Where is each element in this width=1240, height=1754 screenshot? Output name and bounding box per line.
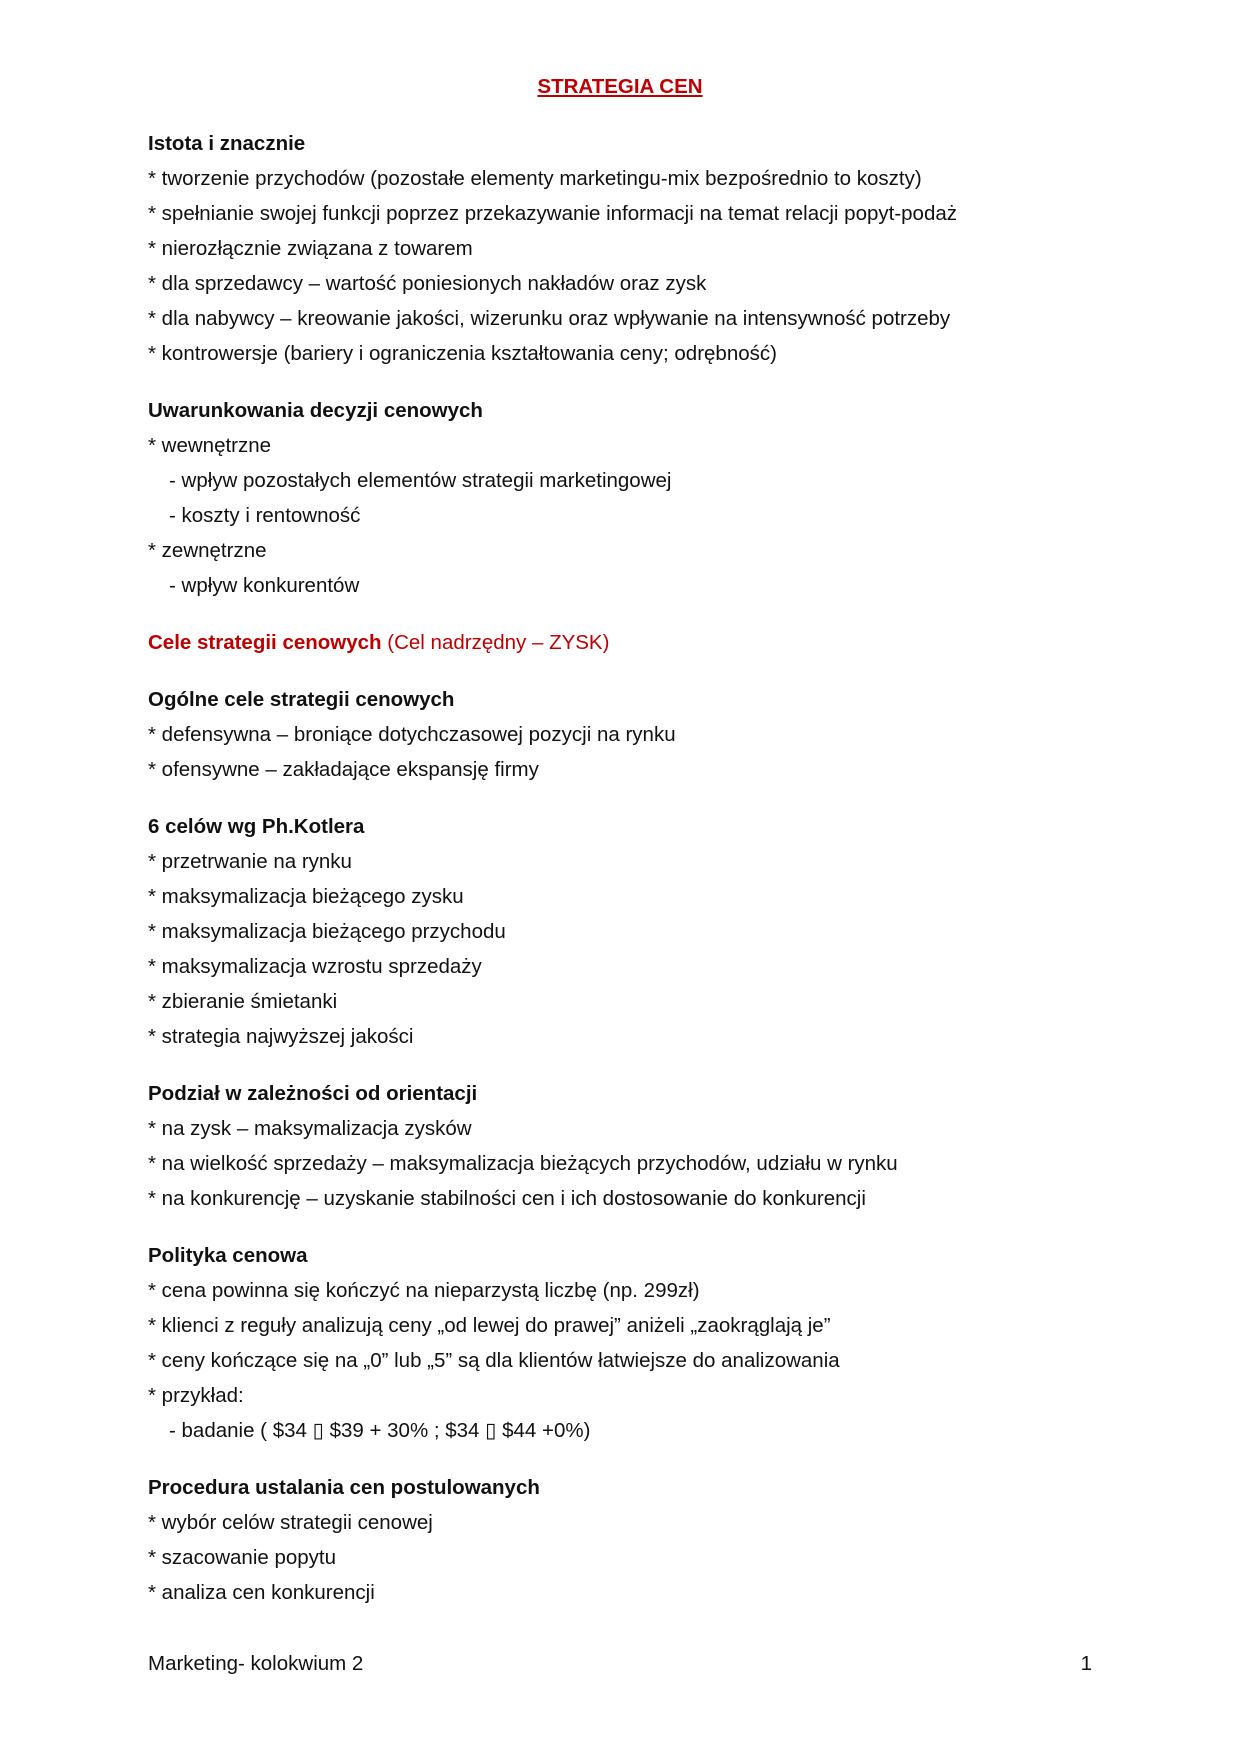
list-item: * klienci z reguły analizują ceny „od lewej do prawej” aniżeli „zaokrąglają je” bbox=[148, 1314, 831, 1337]
section bbox=[148, 809, 1108, 1054]
list-item: * maksymalizacja bieżącego zysku bbox=[148, 885, 464, 908]
section bbox=[148, 1076, 1108, 1216]
section-heading-note: (Cel nadrzędny – ZYSK) bbox=[381, 631, 610, 654]
list-item: * zewnętrzne bbox=[148, 539, 267, 562]
list-item: * ceny kończące się na „0” lub „5” są dla klientów łatwiejsze do analizowania bbox=[148, 1349, 840, 1372]
sub-list-item: - wpływ pozostałych elementów strategii marketingowej bbox=[169, 469, 672, 492]
list-item: * defensywna – broniące dotychczasowej pozycji na rynku bbox=[148, 723, 676, 746]
list-item: * dla sprzedawcy – wartość poniesionych nakładów oraz zysk bbox=[148, 272, 707, 295]
page-footer bbox=[148, 1650, 1092, 1678]
list-item: * wybór celów strategii cenowej bbox=[148, 1511, 433, 1534]
section-heading bbox=[148, 126, 1108, 161]
list-item: * spełnianie swojej funkcji poprzez przekazywanie informacji na temat relacji popyt-podaż bbox=[148, 202, 958, 225]
list-item: * dla nabywcy – kreowanie jakości, wizerunku oraz wpływanie na intensywność potrzeby bbox=[148, 307, 951, 330]
list-item: * na zysk – maksymalizacja zysków bbox=[148, 1117, 472, 1140]
section-heading bbox=[148, 809, 1108, 844]
section-heading-text: Podział w zależności od orientacji bbox=[148, 1082, 478, 1105]
section-heading bbox=[148, 625, 1108, 660]
list-item: * wewnętrzne bbox=[148, 434, 272, 457]
section-heading bbox=[148, 682, 1108, 717]
list-item: * zbieranie śmietanki bbox=[148, 990, 338, 1013]
sub-list-item: - koszty i rentowność bbox=[169, 504, 361, 527]
document-title: STRATEGIA CEN bbox=[537, 75, 703, 98]
list-item: * kontrowersje (bariery i ograniczenia kształtowania ceny; odrębność) bbox=[148, 342, 777, 365]
list-item: * maksymalizacja wzrostu sprzedaży bbox=[148, 955, 482, 978]
section-heading-text: Procedura ustalania cen postulowanych bbox=[148, 1476, 540, 1499]
section-heading-text: Istota i znacznie bbox=[148, 132, 306, 155]
list-item: * ofensywne – zakładające ekspansję firmy bbox=[148, 758, 539, 781]
sub-list-item: - badanie ( $34 ▯ $39 + 30% ; $34 ▯ $44 +0%) bbox=[169, 1419, 591, 1442]
list-item: * przykład: bbox=[148, 1384, 244, 1407]
section-heading bbox=[148, 1470, 1108, 1505]
list-item: * przetrwanie na rynku bbox=[148, 850, 352, 873]
footer-text: Marketing- kolokwium 2 bbox=[148, 1652, 364, 1675]
section bbox=[148, 393, 1108, 603]
list-item: * maksymalizacja bieżącego przychodu bbox=[148, 920, 506, 943]
section bbox=[148, 1238, 1108, 1448]
list-item: * cena powinna się kończyć na nieparzystą liczbę (np. 299zł) bbox=[148, 1279, 700, 1302]
page-number: 1 bbox=[1080, 1652, 1092, 1675]
list-item: * na konkurencję – uzyskanie stabilności cen i ich dostosowanie do konkurencji bbox=[148, 1187, 866, 1210]
list-item: * tworzenie przychodów (pozostałe elementy marketingu-mix bezpośrednio to koszty) bbox=[148, 167, 922, 190]
section-heading-text: Uwarunkowania decyzji cenowych bbox=[148, 399, 483, 422]
sections bbox=[148, 126, 1108, 1610]
section-heading-text: 6 celów wg Ph.Kotlera bbox=[148, 815, 365, 838]
section bbox=[148, 126, 1108, 371]
section-heading-text: Ogólne cele strategii cenowych bbox=[148, 688, 455, 711]
document-body bbox=[148, 69, 1108, 1610]
section-heading-text: Cele strategii cenowych bbox=[148, 631, 382, 654]
list-item: * analiza cen konkurencji bbox=[148, 1581, 375, 1604]
section bbox=[148, 1470, 1108, 1610]
section-heading-text: Polityka cenowa bbox=[148, 1244, 308, 1267]
section bbox=[148, 625, 1108, 660]
section-heading bbox=[148, 1238, 1108, 1273]
list-item: * szacowanie popytu bbox=[148, 1546, 337, 1569]
section-heading bbox=[148, 393, 1108, 428]
list-item: * strategia najwyższej jakości bbox=[148, 1025, 414, 1048]
list-item: * nierozłącznie związana z towarem bbox=[148, 237, 473, 260]
list-item: * na wielkość sprzedaży – maksymalizacja bieżących przychodów, udziału w rynku bbox=[148, 1152, 898, 1175]
sub-list-item: - wpływ konkurentów bbox=[169, 574, 360, 597]
section-heading bbox=[148, 1076, 1108, 1111]
section bbox=[148, 682, 1108, 787]
